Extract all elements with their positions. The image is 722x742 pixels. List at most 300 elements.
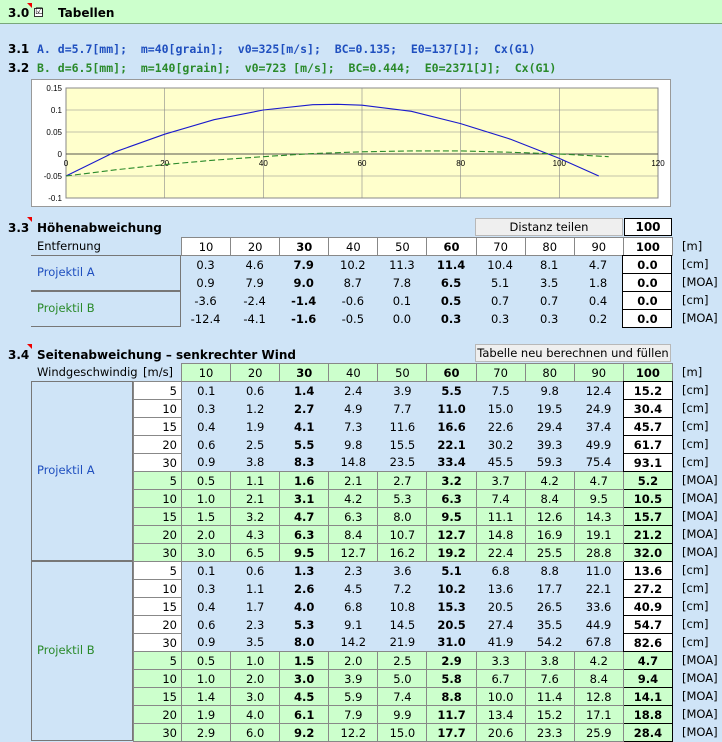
table-cell: 20.5 (437, 617, 466, 632)
distance-header-cell: 40 (329, 364, 378, 382)
wind-speed-cell: 30 (134, 724, 182, 742)
table-cell: 93.1 (623, 454, 672, 472)
table-row (134, 580, 673, 598)
table-cell: 5.5 (441, 383, 462, 398)
table-cell: -2.4 (243, 293, 266, 308)
table-cell: 7.9 (329, 706, 378, 724)
table-cell: 23.5 (389, 455, 416, 470)
unit-label: [cm] (682, 581, 709, 595)
table-cell: 54.2 (536, 635, 563, 650)
table-row (134, 724, 673, 742)
table-cell: 6.8 (344, 599, 363, 614)
table-row (134, 706, 673, 724)
table-cell: 0.5 (440, 293, 462, 308)
hohen-number: 3.3 (8, 221, 30, 235)
table-cell: 3.9 (329, 670, 378, 688)
distance-header-cell: 60 (427, 364, 476, 382)
table-cell: 11.3 (389, 257, 415, 272)
table-cell: -0.6 (341, 293, 365, 308)
table-cell: 2.9 (427, 652, 476, 670)
table-cell: 6.7 (476, 670, 525, 688)
table-cell: 3.5 (540, 275, 559, 290)
wind-speed-cell: 10 (134, 490, 182, 508)
table-cell: 26.5 (536, 599, 563, 614)
seiten-table (133, 381, 673, 742)
table-cell: 15.7 (623, 508, 672, 526)
unit-label: [cm] (682, 617, 709, 631)
seiten-title: Seitenabweichung – senkrechter Wind (37, 348, 296, 362)
wind-speed-cell: 20 (134, 706, 182, 724)
table-cell: 8.4 (525, 490, 574, 508)
table-cell: 15.0 (487, 401, 514, 416)
table-cell: 0.7 (490, 293, 510, 308)
table-cell: 2.7 (294, 401, 315, 416)
table-cell: 3.0 (231, 688, 280, 706)
table-cell: 4.1 (294, 419, 315, 434)
table-cell: 4.5 (280, 688, 329, 706)
table-cell: 5.2 (623, 472, 672, 490)
y-tick-label: -0.05 (43, 172, 62, 181)
table-cell: 19.1 (574, 526, 623, 544)
y-tick-label: -0.1 (48, 194, 62, 203)
table-cell: 3.8 (525, 652, 574, 670)
unit-m: [m] (682, 365, 703, 379)
table-cell: 8.8 (427, 688, 476, 706)
table-cell: 7.8 (392, 275, 412, 290)
distance-header-cell: 50 (378, 364, 427, 382)
table-row (134, 454, 673, 472)
table-cell: 3.2 (427, 472, 476, 490)
table-cell: 82.6 (623, 634, 672, 652)
distanz-teilen-button[interactable]: Distanz teilen (475, 218, 623, 236)
table-cell: 12.6 (525, 508, 574, 526)
unit-label: [cm] (682, 293, 709, 307)
table-row (134, 616, 673, 634)
distance-header-cell: 70 (476, 364, 525, 382)
table-cell: 49.9 (585, 437, 612, 452)
table-cell: 16.2 (378, 544, 427, 562)
distance-header-cell: 20 (231, 364, 280, 382)
table-cell: 14.1 (623, 688, 672, 706)
table-cell: 8.8 (540, 563, 559, 578)
table-cell: 7.9 (245, 275, 264, 290)
table-cell: 11.7 (427, 706, 476, 724)
wind-speed-cell: 10 (134, 400, 182, 418)
table-cell: 3.5 (245, 635, 265, 650)
table-row (134, 562, 673, 580)
wind-speed-cell: 15 (134, 418, 182, 436)
table-cell: 12.7 (427, 526, 476, 544)
table-cell: 6.1 (280, 706, 329, 724)
info-a-number: 3.1 (8, 42, 30, 56)
table-cell: 8.0 (294, 635, 315, 650)
table-cell: 30.4 (623, 400, 672, 418)
table-cell: 33.4 (437, 455, 466, 470)
table-cell: 3.2 (231, 508, 280, 526)
table-cell: 45.5 (487, 455, 514, 470)
table-cell: -0.5 (341, 311, 365, 326)
wind-speed-cell: 5 (134, 472, 182, 490)
table-cell: 2.1 (329, 472, 378, 490)
table-cell: 31.0 (437, 635, 466, 650)
table-cell: 5.9 (329, 688, 378, 706)
distance-header-cell: 50 (378, 238, 427, 256)
table-cell: 0.1 (197, 563, 216, 578)
table-cell: 4.5 (344, 581, 363, 596)
table-cell: 3.0 (182, 544, 231, 562)
table-cell: 22.4 (476, 544, 525, 562)
table-cell: 1.9 (182, 706, 231, 724)
table-cell: 12.8 (574, 688, 623, 706)
table-cell: 1.4 (294, 383, 315, 398)
unit-label: [cm] (682, 437, 709, 451)
table-cell: 4.2 (329, 490, 378, 508)
table-cell: -4.1 (243, 311, 266, 326)
table-cell: 3.1 (280, 490, 329, 508)
table-cell: 9.9 (378, 706, 427, 724)
table-cell: 54.7 (623, 616, 672, 634)
table-cell: 35.5 (536, 617, 563, 632)
hohen-projA-label: Projektil A (37, 265, 95, 279)
table-cell: 6.5 (231, 544, 280, 562)
table-cell: 12.7 (329, 544, 378, 562)
table-cell: 0.7 (540, 293, 559, 308)
distance-header-cell: 30 (280, 364, 329, 382)
table-row (134, 472, 673, 490)
hohen-projB-label: Projektil B (37, 301, 95, 315)
table-cell: 10.4 (487, 257, 513, 272)
unit-label: [MOA] (682, 275, 718, 289)
table-cell: 1.2 (245, 401, 265, 416)
recalculate-table-button[interactable]: Tabelle neu berechnen und füllen (475, 344, 671, 362)
wind-speed-cell: 30 (134, 544, 182, 562)
table-cell: 2.0 (231, 670, 280, 688)
table-row (181, 256, 672, 274)
entfernung-label: Entfernung (37, 239, 101, 253)
table-cell: 1.9 (245, 419, 265, 434)
table-cell: 0.6 (245, 563, 265, 578)
table-cell: 4.2 (574, 652, 623, 670)
table-cell: 30.2 (487, 437, 514, 452)
distance-header-cell: 100 (623, 238, 672, 256)
table-cell: 6.3 (329, 508, 378, 526)
table-cell: 2.9 (182, 724, 231, 742)
table-cell: 10.2 (340, 257, 366, 272)
table-cell: 2.7 (378, 472, 427, 490)
y-tick-label: 0.15 (46, 84, 62, 93)
table-cell: 5.1 (441, 563, 462, 578)
table-row (134, 652, 673, 670)
table-cell: 0.3 (440, 311, 462, 326)
table-cell: 7.2 (393, 581, 412, 596)
distance-input[interactable]: 100 (624, 218, 672, 236)
section-number: 3.0 (8, 6, 30, 20)
table-cell: 16.9 (525, 526, 574, 544)
table-cell: 10.2 (437, 581, 466, 596)
table-cell: 2.3 (344, 563, 363, 578)
table-row (134, 382, 673, 400)
table-cell: 5.3 (294, 617, 315, 632)
table-cell: 15.2 (525, 706, 574, 724)
x-tick-label: 40 (258, 159, 268, 168)
table-cell: 0.6 (245, 383, 265, 398)
table-cell: 4.7 (280, 508, 329, 526)
table-cell: 4.7 (588, 257, 608, 272)
table-row (134, 634, 673, 652)
table-cell: 22.1 (585, 581, 612, 596)
unit-label: [MOA] (682, 689, 718, 703)
table-cell: 8.3 (294, 455, 315, 470)
table-cell: 5.5 (294, 437, 315, 452)
table-cell: 75.4 (585, 455, 612, 470)
table-cell: 14.5 (389, 617, 416, 632)
unit-label: [MOA] (682, 311, 718, 325)
table-cell: 10.8 (389, 599, 416, 614)
table-row (134, 400, 673, 418)
unit-label: [cm] (682, 635, 709, 649)
unit-label: [cm] (682, 401, 709, 415)
table-row (134, 598, 673, 616)
table-cell: 4.0 (294, 599, 315, 614)
table-cell: 1.6 (280, 472, 329, 490)
table-cell: 7.9 (293, 257, 314, 272)
table-cell: 23.3 (525, 724, 574, 742)
wind-label: Windgeschwindig (37, 365, 138, 379)
table-cell: 14.8 (340, 455, 367, 470)
table-cell: 2.5 (378, 652, 427, 670)
table-cell: 9.4 (623, 670, 672, 688)
wind-speed-cell: 20 (134, 526, 182, 544)
distance-header-cell: 20 (231, 238, 280, 256)
wind-unit: [m/s] (143, 365, 174, 379)
unit-label: [MOA] (682, 725, 718, 739)
table-cell: 19.5 (536, 401, 563, 416)
unit-label: [MOA] (682, 473, 718, 487)
table-cell: 21.2 (623, 526, 672, 544)
unit-label: [cm] (682, 563, 709, 577)
hohen-table (181, 255, 672, 328)
table-cell: 22.6 (487, 419, 514, 434)
table-cell: 0.0 (623, 274, 672, 292)
table-cell: 33.6 (585, 599, 612, 614)
table-cell: 6.3 (427, 490, 476, 508)
seiten-projA-label: Projektil A (37, 463, 95, 477)
table-cell: 9.5 (574, 490, 623, 508)
table-cell: 15.5 (389, 437, 416, 452)
table-cell: 0.5 (182, 472, 231, 490)
table-cell: 7.6 (525, 670, 574, 688)
table-cell: 59.3 (536, 455, 563, 470)
table-cell: 20.6 (476, 724, 525, 742)
x-tick-label: 60 (357, 159, 367, 168)
table-cell: 3.7 (476, 472, 525, 490)
table-cell: 5.8 (427, 670, 476, 688)
unit-label: [cm] (682, 455, 709, 469)
table-cell: 15.2 (623, 382, 672, 400)
table-cell: 9.8 (540, 383, 559, 398)
comment-marker-icon (27, 217, 32, 222)
table-cell: 32.0 (623, 544, 672, 562)
table-cell: 17.7 (427, 724, 476, 742)
table-cell: 0.2 (588, 311, 608, 326)
table-cell: 1.0 (182, 670, 231, 688)
wind-speed-cell: 20 (134, 436, 182, 454)
table-cell: 10.7 (378, 526, 427, 544)
table-cell: 4.3 (231, 526, 280, 544)
table-cell: 37.4 (585, 419, 612, 434)
table-cell: 39.3 (536, 437, 563, 452)
trajectory-chart-svg (32, 80, 670, 206)
section-checkbox[interactable]: ☑ (35, 7, 44, 17)
distance-header-cell: 90 (574, 238, 623, 256)
distance-header-cell: 100 (623, 364, 672, 382)
x-tick-label: 120 (651, 159, 665, 168)
table-cell: 4.2 (525, 472, 574, 490)
unit-label: [MOA] (682, 509, 718, 523)
table-cell: 40.9 (623, 598, 672, 616)
table-cell: 11.6 (389, 419, 416, 434)
table-cell: 6.8 (491, 563, 510, 578)
table-cell: 9.5 (427, 508, 476, 526)
table-cell: 15.3 (437, 599, 466, 614)
table-cell: 0.0 (623, 310, 672, 328)
table-row (181, 292, 672, 310)
table-cell: 7.4 (378, 688, 427, 706)
table-cell: 1.0 (231, 652, 280, 670)
table-cell: 0.3 (490, 311, 510, 326)
table-cell: -1.4 (291, 293, 317, 308)
table-cell: 8.7 (343, 275, 362, 290)
table-cell: 19.2 (427, 544, 476, 562)
wind-speed-cell: 15 (134, 688, 182, 706)
table-cell: 7.5 (491, 383, 510, 398)
wind-speed-cell: 20 (134, 616, 182, 634)
distance-header-cell: 70 (476, 238, 525, 256)
table-cell: 8.4 (329, 526, 378, 544)
table-cell: 1.7 (245, 599, 265, 614)
table-cell: 8.4 (574, 670, 623, 688)
table-cell: 44.9 (585, 617, 612, 632)
table-cell: 24.9 (585, 401, 612, 416)
table-cell: 20.5 (487, 599, 514, 614)
distance-header-cell: 10 (182, 364, 231, 382)
table-cell: 1.1 (231, 472, 280, 490)
table-row (134, 670, 673, 688)
table-cell: 8.0 (378, 508, 427, 526)
table-row (134, 688, 673, 706)
table-cell: 17.1 (574, 706, 623, 724)
table-cell: 22.1 (437, 437, 466, 452)
wind-speed-cell: 30 (134, 454, 182, 472)
table-cell: 9.8 (344, 437, 363, 452)
distance-header-cell: 10 (182, 238, 231, 256)
distance-header-cell: 90 (574, 364, 623, 382)
table-cell: 2.5 (245, 437, 265, 452)
table-cell: 11.0 (437, 401, 466, 416)
table-cell: 0.3 (197, 401, 216, 416)
distance-header-cell: 40 (329, 238, 378, 256)
table-cell: 29.4 (536, 419, 563, 434)
table-cell: 16.6 (437, 419, 466, 434)
unit-label: [cm] (682, 599, 709, 613)
x-tick-label: 80 (456, 159, 466, 168)
seiten-distance-row (181, 363, 673, 382)
table-cell: 0.3 (196, 257, 215, 272)
unit-label: [MOA] (682, 527, 718, 541)
table-cell: 4.6 (245, 257, 264, 272)
table-cell: 1.0 (182, 490, 231, 508)
table-cell: 11.4 (525, 688, 574, 706)
table-cell: 3.3 (476, 652, 525, 670)
table-cell: 61.7 (623, 436, 672, 454)
table-cell: 21.9 (389, 635, 416, 650)
table-cell: 0.9 (197, 455, 216, 470)
distance-header-cell: 80 (525, 364, 574, 382)
wind-speed-cell: 5 (134, 382, 182, 400)
table-cell: 67.8 (585, 635, 612, 650)
hohen-distance-row (181, 237, 673, 256)
table-cell: 12.2 (329, 724, 378, 742)
table-row (181, 310, 672, 328)
table-cell: 0.4 (588, 293, 608, 308)
table-cell: 2.0 (329, 652, 378, 670)
table-cell: 1.4 (182, 688, 231, 706)
table-cell: 5.3 (378, 490, 427, 508)
distance-header-cell: 60 (427, 238, 476, 256)
table-cell: 0.1 (197, 383, 216, 398)
table-cell: 6.5 (440, 275, 462, 290)
table-cell: 5.1 (490, 275, 510, 290)
table-cell: 6.0 (231, 724, 280, 742)
table-cell: 1.5 (182, 508, 231, 526)
hohen-title: Höhenabweichung (37, 221, 162, 235)
table-cell: 1.5 (280, 652, 329, 670)
projectile-b-info: B. d=6.5[mm]; m=140[grain]; v0=723 [m/s]; BC=0.444; E0=2371[J]; Cx(G1) (37, 61, 557, 75)
table-cell: 28.8 (574, 544, 623, 562)
table-cell: 10.5 (623, 490, 672, 508)
y-tick-label: 0 (57, 150, 62, 159)
table-cell: 14.8 (476, 526, 525, 544)
table-cell: 9.5 (280, 544, 329, 562)
table-cell: 4.9 (344, 401, 363, 416)
table-cell: -12.4 (190, 311, 221, 326)
table-cell: 3.0 (280, 670, 329, 688)
table-cell: -3.6 (194, 293, 217, 308)
table-cell: 27.4 (487, 617, 514, 632)
comment-marker-icon (27, 344, 32, 349)
table-cell: 0.6 (197, 617, 216, 632)
info-b-number: 3.2 (8, 61, 30, 75)
table-cell: 18.8 (623, 706, 672, 724)
y-tick-label: 0.1 (50, 106, 62, 115)
unit-label: [MOA] (682, 671, 718, 685)
table-row (134, 436, 673, 454)
table-cell: 1.3 (294, 563, 315, 578)
table-cell: 0.0 (392, 311, 412, 326)
table-cell: 13.6 (623, 562, 672, 580)
table-cell: 3.9 (393, 383, 412, 398)
table-cell: 2.4 (344, 383, 363, 398)
table-cell: 5.0 (378, 670, 427, 688)
table-cell: 0.4 (197, 419, 216, 434)
table-cell: 2.6 (294, 581, 315, 596)
unit-label: [MOA] (682, 491, 718, 505)
unit-label: [cm] (682, 419, 709, 433)
table-cell: 1.8 (588, 275, 608, 290)
table-cell: 9.0 (293, 275, 314, 290)
wind-speed-cell: 30 (134, 634, 182, 652)
unit-label: [cm] (682, 257, 709, 271)
